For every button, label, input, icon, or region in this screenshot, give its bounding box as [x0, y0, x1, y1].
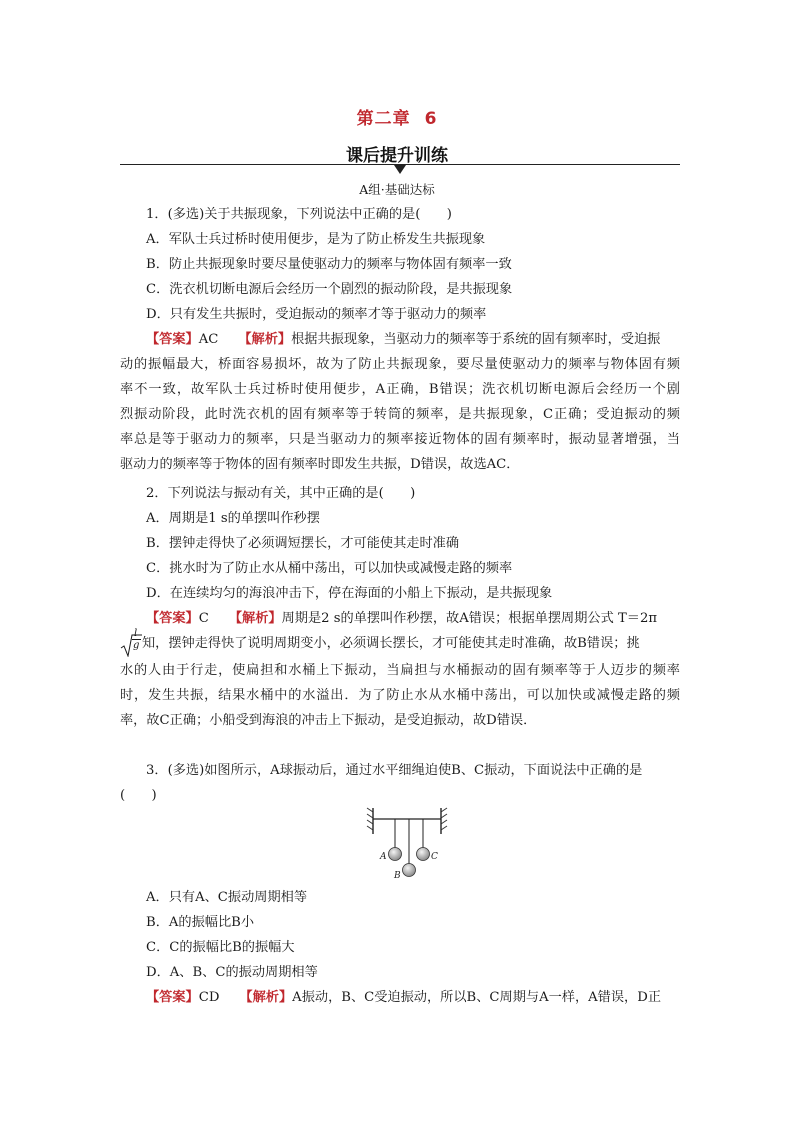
- label-c: C: [431, 852, 438, 862]
- ball-a: [389, 848, 402, 861]
- question-2: [120, 481, 680, 733]
- analysis-line: 动的振幅最大，桥面容易损坏，故为了防止共振现象，要尽量使驱动力的频率与物体固有频: [120, 357, 680, 372]
- answer-value: CD: [198, 990, 220, 1005]
- page-subtitle: 课后提升训练: [346, 146, 448, 166]
- option-a: A．只有A、C振动周期相等: [146, 890, 308, 905]
- label-b: B: [394, 871, 401, 881]
- analysis-line: 时，发生共振，结果水桶中的水溢出．为了防止水从水桶中荡出，可以加快或减慢走路的频: [120, 688, 680, 703]
- option-b: B．A的振幅比B小: [146, 915, 255, 930]
- question-stem: 2．下列说法与振动有关，其中正确的是( ): [146, 486, 416, 501]
- option-d: D．只有发生共振时，受迫振动的频率才等于驱动力的频率: [146, 307, 487, 322]
- ball-b: [403, 864, 416, 877]
- analysis-line: 率，故C正确；小船受到海浪的冲击上下振动，是受迫振动，故D错误．: [120, 713, 537, 728]
- answer-line: [120, 985, 680, 1010]
- fraction-numerator: l: [134, 628, 138, 639]
- formula-line: [120, 628, 680, 658]
- chapter-heading: [0, 104, 794, 129]
- option-c: C．挑水时为了防止水从桶中荡出，可以加快或减慢走路的频率: [146, 561, 513, 576]
- option-d: D．A、B、C的振动周期相等: [146, 965, 318, 980]
- option-b: B．摆钟走得快了必须调短摆长，才可能使其走时准确: [146, 536, 460, 551]
- question-stem: 3．(多选)如图所示，A球振动后，通过水平细绳迫使B、C振动，下面说法中正确的是: [146, 763, 643, 778]
- fraction: [130, 628, 141, 651]
- answer-value: C: [198, 611, 209, 626]
- option-a: A．军队士兵过桥时使用便步，是为了防止桥发生共振现象: [146, 232, 486, 247]
- analysis-line: 率不一致，故军队士兵过桥时使用便步，A正确，B错误；洗衣机切断电源后会经历一个剧: [120, 382, 680, 397]
- answer-label: 【答案】: [146, 332, 199, 347]
- analysis-line: 率总是等于驱动力的频率，只是当驱动力的频率接近物体的固有频率时，振动显著增强，当: [120, 432, 680, 447]
- question-1: [120, 202, 680, 477]
- option-c: C．C的振幅比B的振幅大: [146, 940, 295, 955]
- question-stem: 1．(多选)关于共振现象，下列说法中正确的是( ): [146, 207, 452, 222]
- analysis-text: 周期是2 s的单摆叫作秒摆，故A错误；根据单摆周期公式 T＝2π: [281, 611, 658, 626]
- pendulum-diagram: [365, 806, 449, 882]
- option-c: C．洗衣机切断电源后会经历一个剧烈的振动阶段，是共振现象: [146, 282, 513, 297]
- question-stem-continued: ( ): [120, 788, 157, 803]
- label-a: A: [380, 852, 387, 862]
- question-3: [120, 758, 680, 808]
- ball-c: [417, 848, 430, 861]
- group-heading: A组·基础达标: [359, 182, 435, 197]
- answer-line: [120, 606, 680, 631]
- analysis-text: A振动，B、C受迫振动，所以B、C周期与A一样，A错误，D正: [292, 990, 662, 1005]
- answer-label: 【答案】: [146, 611, 199, 626]
- fraction-denominator: g: [133, 640, 140, 651]
- analysis-line: 驱动力的频率等于物体的固有频率时即发生共振，D错误，故选AC．: [120, 457, 520, 472]
- option-d: D．在连续均匀的海浪冲击下，停在海面的小船上下振动，是共振现象: [146, 586, 553, 601]
- analysis-label: 【解析】: [228, 611, 282, 626]
- analysis-line: 烈振动阶段，此时洗衣机的固有频率等于转筒的频率，是共振现象，C正确；受迫振动的频: [120, 407, 680, 422]
- answer-value: AC: [198, 332, 219, 347]
- analysis-text: 知，摆钟走得快了说明周期变小，必须调长摆长，才可能使其走时准确，故B错误；挑: [142, 636, 640, 651]
- analysis-label: 【解析】: [238, 332, 292, 347]
- analysis-label: 【解析】: [239, 990, 293, 1005]
- analysis-text: 根据共振现象，当驱动力的频率等于系统的固有频率时，受迫振: [291, 332, 661, 347]
- analysis-line: 水的人由于行走，使扁担和水桶上下振动，当扁担与水桶振动的固有频率等于人迈步的频率: [120, 663, 680, 678]
- question-3-options: [120, 885, 680, 1010]
- answer-line: [120, 327, 680, 352]
- option-b: B．防止共振现象时要尽量使驱动力的频率与物体固有频率一致: [146, 257, 512, 272]
- option-a: A．周期是1 s的单摆叫作秒摆: [146, 511, 320, 526]
- answer-label: 【答案】: [146, 990, 199, 1005]
- section-number: 6: [424, 109, 438, 129]
- down-triangle-icon: [394, 165, 406, 174]
- chapter-title: 第二章: [356, 109, 411, 129]
